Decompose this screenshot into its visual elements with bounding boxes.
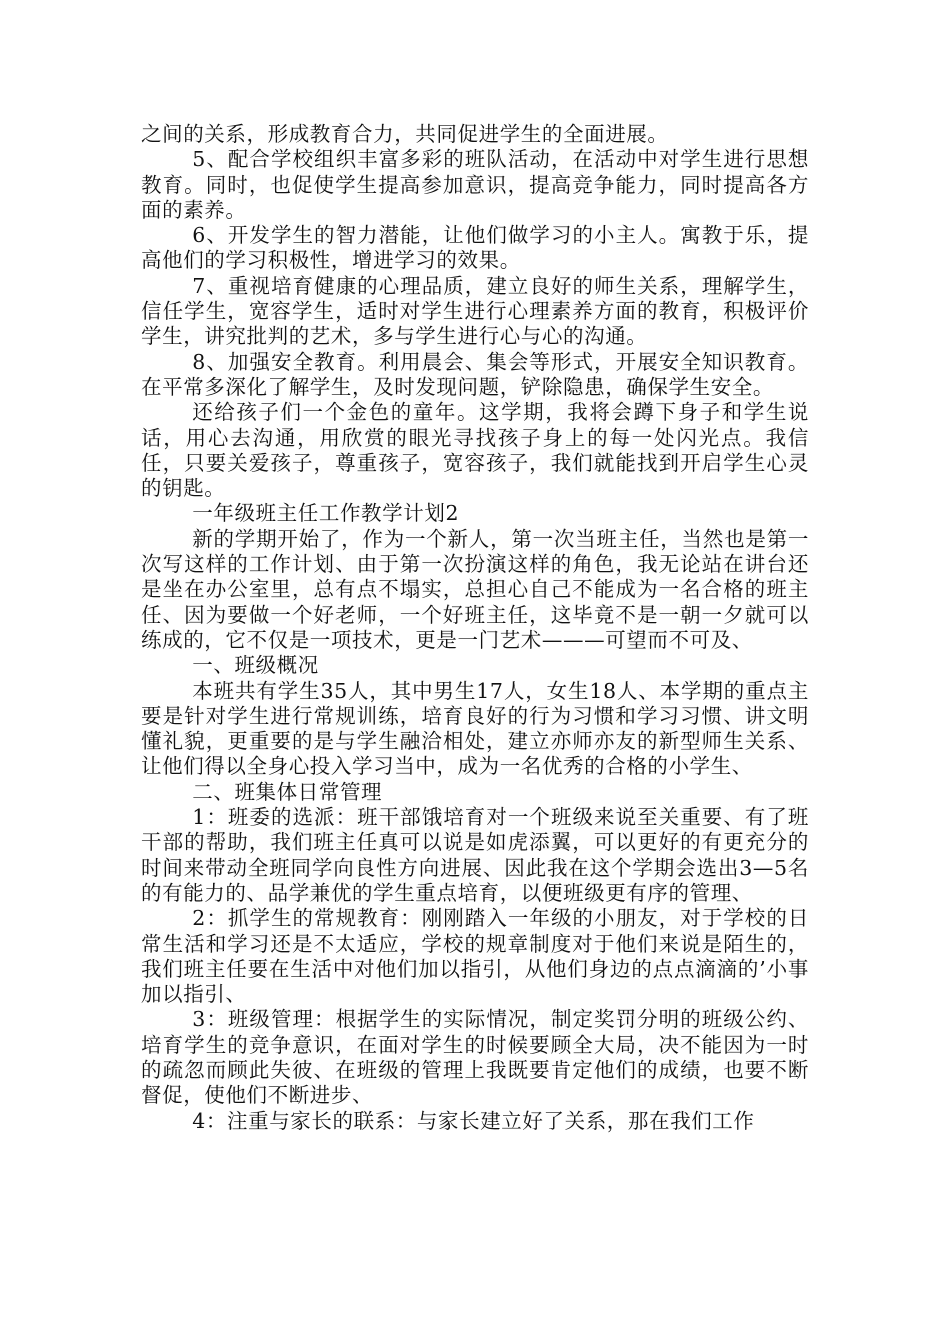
paragraph-item-8: 8、加强安全教育。利用晨会、集会等形式，开展安全知识教育。在平常多深化了解学生，及时发现问题，铲除隐患，确保学生安全。 — [141, 349, 809, 399]
heading-class-overview: 一、班级概况 — [192, 653, 319, 678]
paragraph-continuation: 之间的关系，形成教育合力，共同促进学生的全面进展。 — [141, 122, 669, 146]
paragraph-management-4: 4：注重与家长的联系：与家长建立好了关系，那在我们工作 — [192, 1108, 755, 1133]
paragraph-management-2: 2：抓学生的常规教育：刚刚踏入一年级的小朋友，对于学校的日常生活和学习还是不太适应，学校的规章制度对于他们来说是陌生的，我们班主任要在生活中对他们加以指引，从他们身边的点点滴滴的’小事加以指引、 — [141, 906, 809, 1007]
document-body — [141, 122, 809, 1134]
paragraph-management-1: 1：班委的选派：班干部饿培育对一个班级来说至关重要、有了班干部的帮助，我们班主任真可以说是如虎添翼，可以更好的有更充分的时间来带动全班同学向良性方向进展、因此我在这个学期会选出3—5名的有能力的、品学兼优的学生重点培育，以便班级更有序的管理、 — [141, 805, 809, 905]
paragraph-management-3: 3：班级管理：根据学生的实际情况，制定奖罚分明的班级公约、培育学生的竞争意识，在面对学生的时候要顾全大局，决不能因为一时的疏忽而顾此失彼、在班级的管理上我既要肯定他们的成绩，也要不断督促，使他们不断进步、 — [141, 1007, 809, 1108]
paragraph-item-7: 7、重视培育健康的心理品质，建立良好的师生关系，理解学生，信任学生，宽容学生，适时对学生进行心理素养方面的教育，积极评价学生，讲究批判的艺术，多与学生进行心与心的沟通。 — [141, 273, 809, 349]
section-title: 一年级班主任工作教学计划2 — [192, 501, 460, 526]
paragraph-closing: 还给孩子们一个金色的童年。这学期，我将会蹲下身子和学生说话，用心去沟通，用欣赏的眼光寻找孩子身上的每一处闪光点。我信任，只要关爱孩子，尊重孩子，宽容孩子，我们就能找到开启学生心灵的钥匙。 — [141, 400, 809, 501]
paragraph-class-overview: 本班共有学生35人，其中男生17人，女生18人、本学期的重点主要是针对学生进行常规训练，培育良好的行为习惯和学习习惯、讲文明懂礼貌，更重要的是与学生融洽相处，建立亦师亦友的新型师生关系、让他们得以全身心投入学习当中，成为一名优秀的合格的小学生、 — [141, 678, 809, 779]
paragraph-item-5: 5、配合学校组织丰富多彩的班队活动，在活动中对学生进行思想教育。同时，也促使学生提高参加意识，提高竞争能力，同时提高各方面的素养。 — [141, 147, 809, 222]
paragraph-intro: 新的学期开始了，作为一个新人，第一次当班主任，当然也是第一次写这样的工作计划、由于第一次扮演这样的角色，我无论站在讲台还是坐在办公室里，总有点不塌实，总担心自己不能成为一名合格的班主任、因为要做一个好老师，一个好班主任，这毕竟不是一朝一夕就可以练成的，它不仅是一项技术，更是一门艺术———可望而不可及、 — [141, 526, 809, 652]
paragraph-item-6: 6、开发学生的智力潜能，让他们做学习的小主人。寓教于乐，提高他们的学习积极性，增进学习的效果。 — [141, 223, 809, 273]
heading-daily-management: 二、班集体日常管理 — [192, 779, 383, 804]
